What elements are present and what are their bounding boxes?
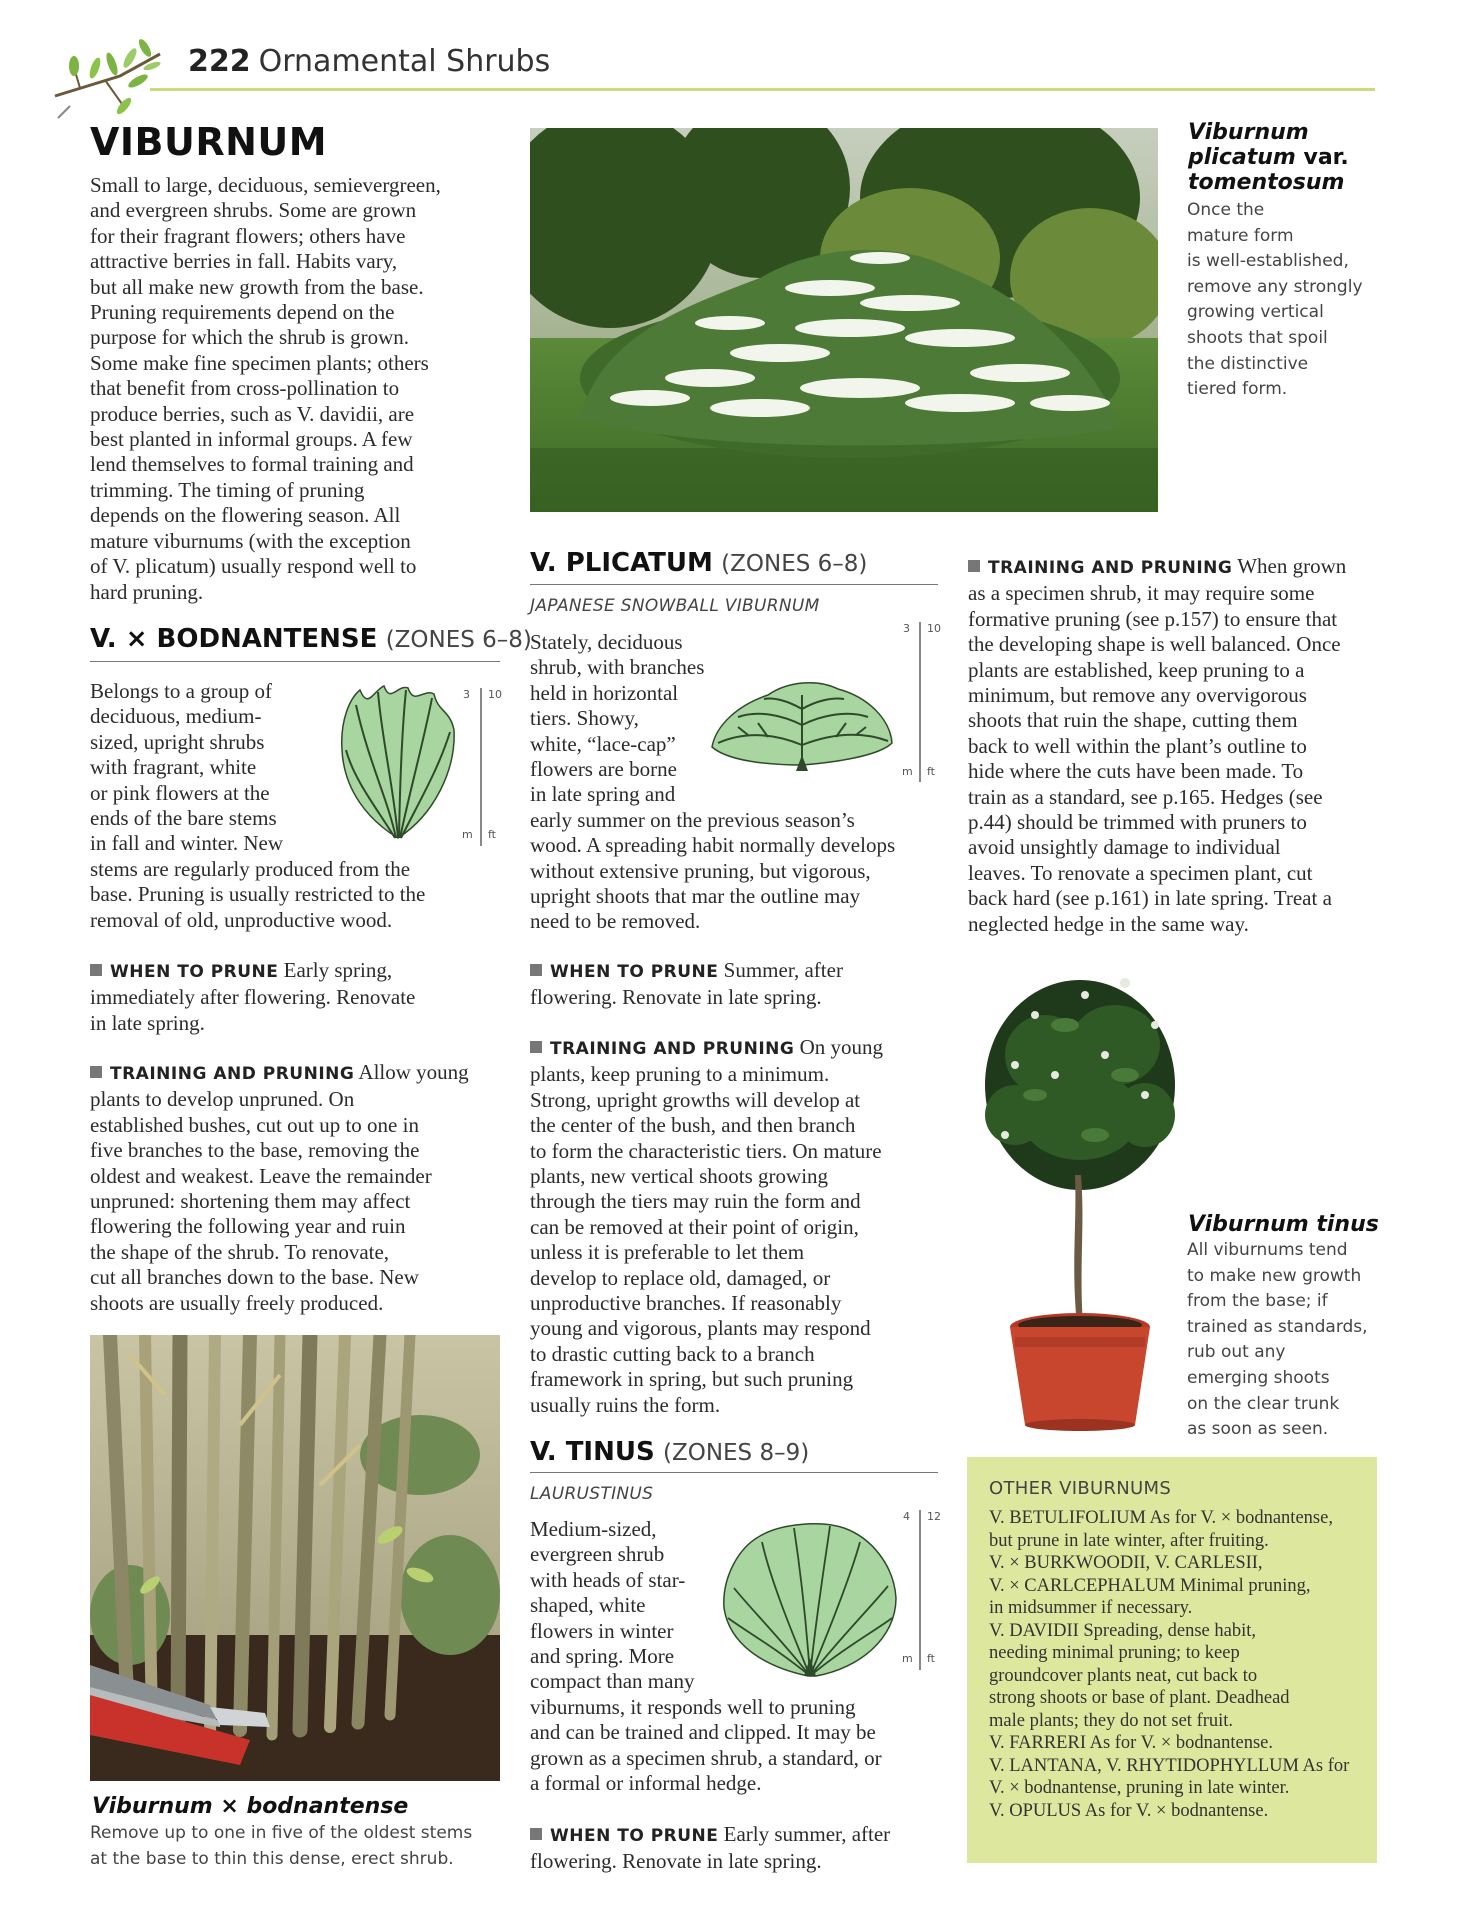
- plicatum-common-name: JAPANESE SNOWBALL VIBURNUM: [530, 596, 820, 616]
- desc-line: Medium-sized,: [530, 1517, 657, 1541]
- other-line: V. OPULUS As for V. × bodnantense.: [989, 1800, 1269, 1821]
- intro-line: purpose for which the shrub is grown.: [90, 325, 410, 350]
- when-line: immediately after flowering. Renovate: [90, 985, 416, 1010]
- training-line: five branches to the base, removing the: [90, 1138, 420, 1163]
- tinus-rule: [530, 1472, 938, 1473]
- desc-line: viburnums, it responds well to pruning: [530, 1694, 856, 1719]
- training-line: plants, new vertical shoots growing: [530, 1164, 829, 1189]
- training-line: can be removed at their point of origin,: [530, 1214, 859, 1239]
- other-line: male plants; they do not set fruit.: [989, 1710, 1234, 1731]
- intro-line: best planted in informal groups. A few: [90, 427, 413, 452]
- bodnantense-photo-caption: [90, 1821, 510, 1872]
- when-line: in late spring.: [90, 1010, 205, 1035]
- intro-line: Small to large, deciduous, semievergreen,: [90, 173, 441, 197]
- tinus-when: [530, 1822, 940, 1875]
- plicatum-name: V. PLICATUM: [530, 548, 713, 578]
- training-line: hide where the cuts have been made. To: [968, 759, 1304, 784]
- intro-line: for their fragrant flowers; others have: [90, 223, 406, 248]
- tinus-name: V. TINUS: [530, 1437, 655, 1467]
- training-line: plants to develop unpruned. On: [90, 1087, 355, 1112]
- bullet-square: [530, 1828, 542, 1840]
- caption-line: from the base; if: [1187, 1291, 1328, 1312]
- other-line: groundcover plants neat, cut back to: [989, 1665, 1258, 1686]
- training-line: plants are established, keep pruning to a: [968, 657, 1305, 682]
- section-title: Ornamental Shrubs: [258, 44, 551, 79]
- bodnantense-scale-ft-label: ft: [488, 828, 496, 841]
- intro-line: and evergreen shrubs. Some are grown: [90, 198, 417, 223]
- bodnantense-when: [90, 958, 500, 1036]
- training-line: the developing shape is well balanced. Once: [968, 632, 1341, 657]
- training-line: as a specimen shrub, it may require some: [968, 581, 1315, 606]
- caption-line: to make new growth: [1187, 1265, 1362, 1286]
- when-label: WHEN TO PRUNE: [110, 962, 279, 982]
- desc-line: upright shoots that mar the outline may: [530, 884, 861, 909]
- page-title: VIBURNUM: [90, 120, 328, 164]
- tinus-photo: [975, 965, 1185, 1435]
- intro-line: that benefit from cross-pollination to: [90, 376, 400, 401]
- desc-line: base. Pruning is usually restricted to the: [90, 882, 426, 907]
- desc-line: flowers are borne: [530, 757, 677, 782]
- when-line: Early summer, after: [723, 1822, 891, 1846]
- tinus-scale-ft: 12: [927, 1510, 941, 1523]
- caption-line: emerging shoots: [1187, 1367, 1330, 1388]
- training-line: develop to replace old, damaged, or: [530, 1265, 831, 1290]
- caption-line: Once the: [1187, 200, 1265, 220]
- desc-line: and can be trained and clipped. It may be: [530, 1720, 876, 1745]
- other-line: V. BETULIFOLIUM As for V. × bodnantense,: [989, 1508, 1333, 1528]
- training-line: leaves. To renovate a specimen plant, cut: [968, 860, 1313, 885]
- training-line: to form the characteristic tiers. On mature: [530, 1138, 882, 1163]
- training-line: the center of the bush, and then branch: [530, 1113, 856, 1138]
- bullet-square: [90, 1066, 102, 1078]
- intro-text: [90, 173, 500, 605]
- bodnantense-name: V. × BODNANTENSE: [90, 624, 378, 654]
- tinus-scale-bar: [919, 1510, 921, 1670]
- training-line: Strong, upright growths will develop at: [530, 1087, 861, 1112]
- caption-line: shoots that spoil: [1187, 327, 1328, 348]
- desc-line: wood. A spreading habit normally develops: [530, 833, 896, 858]
- training-line: back to well within the plant’s outline to: [968, 733, 1307, 758]
- bodnantense-shrub-illustration: [338, 680, 458, 840]
- desc-line: evergreen shrub: [530, 1542, 665, 1567]
- training-line: Allow young: [358, 1060, 469, 1084]
- desc-line: without extensive pruning, but vigorous,: [530, 858, 871, 883]
- when-label: WHEN TO PRUNE: [550, 962, 719, 982]
- desc-line: deciduous, medium-: [90, 704, 262, 729]
- desc-line: Belongs to a group of: [90, 679, 272, 703]
- when-label: WHEN TO PRUNE: [550, 1826, 719, 1846]
- tinus-training: [968, 554, 1380, 937]
- training-line: shoots that ruin the shape, cutting them: [968, 708, 1298, 733]
- bullet-square: [90, 964, 102, 976]
- desc-line: a formal or informal hedge.: [530, 1771, 762, 1796]
- tinus-photo-caption-title: Viburnum tinus: [1188, 1212, 1379, 1237]
- training-line: p.44) should be trimmed with pruners to: [968, 810, 1307, 835]
- plicatum-photo-caption-title: [1188, 120, 1349, 195]
- other-line: strong shoots or base of plant. Deadhead: [989, 1688, 1290, 1708]
- training-label: TRAINING AND PRUNING: [110, 1064, 355, 1084]
- plicatum-rule: [530, 584, 938, 585]
- bodnantense-scale-bar: [480, 688, 482, 846]
- training-line: When grown: [1237, 554, 1347, 578]
- bodnantense-rule: [90, 661, 500, 662]
- desc-line: in late spring and: [530, 782, 676, 807]
- bodnantense-zones: (ZONES 6–8): [385, 627, 532, 653]
- other-line: V. × BURKWOODII, V. CARLESII,: [989, 1553, 1263, 1573]
- training-label: TRAINING AND PRUNING: [988, 558, 1233, 578]
- other-viburnums-list: [989, 1507, 1369, 1822]
- plicatum-scale-ft: 10: [927, 622, 941, 635]
- other-line: V. FARRERI As for V. × bodnantense.: [989, 1733, 1274, 1753]
- intro-line: of V. plicatum) usually respond well to: [90, 554, 417, 579]
- intro-line: depends on the flowering season. All: [90, 503, 401, 528]
- plicatum-shrub-illustration: [708, 675, 896, 775]
- desc-line: white, “lace-cap”: [530, 731, 676, 756]
- caption-line: at the base to thin this dense, erect shrub.: [90, 1848, 454, 1869]
- desc-line: Stately, deciduous: [530, 630, 683, 654]
- training-line: formative pruning (see p.157) to ensure that: [968, 606, 1338, 631]
- caption-title-line: Viburnum: [1188, 120, 1309, 145]
- intro-line: produce berries, such as V. davidii, are: [90, 401, 415, 426]
- training-line: minimum, but remove any overvigorous: [968, 683, 1307, 708]
- when-line: Summer, after: [723, 958, 843, 982]
- other-viburnums-box: [967, 1457, 1377, 1863]
- desc-line: and spring. More: [530, 1644, 675, 1669]
- training-line: unproductive branches. If reasonably: [530, 1291, 842, 1316]
- training-line: train as a standard, see p.165. Hedges (see: [968, 784, 1323, 809]
- training-line: to drastic cutting back to a branch: [530, 1341, 815, 1366]
- bodnantense-heading: [90, 624, 532, 654]
- desc-line: early summer on the previous season’s: [530, 807, 855, 832]
- training-line: unpruned: shortening them may affect: [90, 1189, 411, 1214]
- caption-line: is well-established,: [1187, 251, 1349, 272]
- training-line: neglected hedge in the same way.: [968, 911, 1249, 936]
- bodnantense-training: [90, 1060, 500, 1316]
- intro-line: hard pruning.: [90, 579, 204, 604]
- training-line: plants, keep pruning to a minimum.: [530, 1062, 830, 1087]
- intro-line: but all make new growth from the base.: [90, 274, 424, 299]
- other-line: V. LANTANA, V. RHYTIDOPHYLLUM As for: [989, 1755, 1350, 1776]
- other-line: in midsummer if necessary.: [989, 1598, 1193, 1618]
- other-line: V. DAVIDII Spreading, dense habit,: [989, 1620, 1257, 1641]
- tinus-shrub-illustration: [720, 1518, 900, 1678]
- desc-line: held in horizontal: [530, 680, 679, 705]
- desc-line: flowers in winter: [530, 1618, 674, 1643]
- training-line: On young: [799, 1035, 883, 1059]
- desc-line: with heads of star-: [530, 1567, 686, 1592]
- caption-line: Remove up to one in five of the oldest stems: [90, 1823, 473, 1843]
- desc-line: grown as a specimen shrub, a standard, or: [530, 1745, 882, 1770]
- plicatum-training: [530, 1035, 940, 1418]
- other-line: V. × bodnantense, pruning in late winter.: [989, 1778, 1290, 1798]
- when-line: Early spring,: [283, 958, 393, 982]
- intro-line: attractive berries in fall. Habits vary,: [90, 249, 398, 274]
- training-line: shoots are usually freely produced.: [90, 1290, 384, 1315]
- desc-line: sized, upright shrubs: [90, 729, 265, 754]
- caption-line: the distinctive: [1187, 353, 1309, 374]
- desc-line: stems are regularly produced from the: [90, 856, 411, 881]
- plicatum-scale-bar: [919, 622, 921, 782]
- desc-line: shaped, white: [530, 1593, 646, 1618]
- training-line: framework in spring, but such pruning: [530, 1367, 854, 1392]
- bodnantense-photo: [90, 1335, 500, 1781]
- tinus-common-name: LAURUSTINUS: [530, 1484, 654, 1504]
- desc-line: ends of the bare stems: [90, 806, 277, 831]
- plicatum-heading: [530, 548, 867, 578]
- when-line: flowering. Renovate in late spring.: [530, 1849, 822, 1874]
- caption-line: tiered form.: [1187, 379, 1288, 400]
- caption-line: growing vertical: [1187, 302, 1324, 323]
- tinus-scale-m: 4: [903, 1510, 910, 1523]
- tinus-heading: [530, 1437, 809, 1467]
- bodnantense-photo-caption-title: Viburnum × bodnantense: [92, 1794, 409, 1819]
- training-line: cut all branches down to the base. New: [90, 1265, 419, 1290]
- tinus-photo-caption: [1187, 1238, 1377, 1443]
- intro-line: Pruning requirements depend on the: [90, 300, 395, 325]
- caption-line: remove any strongly: [1187, 276, 1363, 297]
- bodnantense-scale-ft: 10: [488, 688, 502, 701]
- training-line: oldest and weakest. Leave the remainder: [90, 1163, 432, 1188]
- tinus-scale-ft-label: ft: [927, 1652, 935, 1665]
- caption-line: rub out any: [1187, 1342, 1286, 1363]
- other-line: needing minimal pruning; to keep: [989, 1643, 1240, 1663]
- other-line: but prune in late winter, after fruiting.: [989, 1530, 1269, 1551]
- training-line: avoid unsightly damage to individual: [968, 835, 1281, 860]
- desc-line: removal of old, unproductive wood.: [90, 907, 393, 932]
- intro-line: mature viburnums (with the exception: [90, 528, 411, 553]
- intro-line: lend themselves to formal training and: [90, 452, 414, 477]
- plicatum-scale-ft-label: ft: [927, 765, 935, 778]
- training-label: TRAINING AND PRUNING: [550, 1039, 795, 1059]
- desc-line: shrub, with branches: [530, 655, 705, 680]
- caption-title-line: tomentosum: [1188, 170, 1345, 195]
- caption-title-line: plicatum: [1188, 145, 1296, 170]
- bodnantense-scale-m: 3: [463, 688, 470, 701]
- plicatum-scale-m: 3: [903, 622, 910, 635]
- caption-line: trained as standards,: [1187, 1316, 1368, 1337]
- training-line: through the tiers may ruin the form and: [530, 1189, 861, 1214]
- caption-line: as soon as seen.: [1187, 1419, 1329, 1440]
- plicatum-photo-caption: [1187, 198, 1377, 403]
- training-line: the shape of the shrub. To renovate,: [90, 1239, 390, 1264]
- plicatum-photo: [530, 128, 1158, 512]
- caption-title-line: var.: [1303, 145, 1349, 170]
- desc-line: tiers. Showy,: [530, 706, 639, 731]
- desc-line: compact than many: [530, 1669, 695, 1694]
- training-line: unless it is preferable to let them: [530, 1240, 805, 1265]
- plicatum-scale-m-label: m: [902, 765, 913, 778]
- training-line: back hard (see p.161) in late spring. Treat a: [968, 886, 1332, 911]
- caption-line: mature form: [1187, 225, 1294, 246]
- other-viburnums-heading: OTHER VIBURNUMS: [989, 1478, 1172, 1499]
- caption-line: on the clear trunk: [1187, 1393, 1340, 1414]
- plicatum-when: [530, 958, 940, 1011]
- page-number: 222: [188, 44, 251, 79]
- caption-line: All viburnums tend: [1187, 1240, 1348, 1260]
- bullet-square: [968, 560, 980, 572]
- when-line: flowering. Renovate in late spring.: [530, 985, 822, 1010]
- intro-line: trimming. The timing of pruning: [90, 477, 365, 502]
- training-line: flowering the following year and ruin: [90, 1214, 406, 1239]
- intro-line: Some make fine specimen plants; others: [90, 350, 429, 375]
- training-line: young and vigorous, plants may respond: [530, 1316, 871, 1341]
- bullet-square: [530, 964, 542, 976]
- bullet-square: [530, 1041, 542, 1053]
- bodnantense-scale-m-label: m: [462, 828, 473, 841]
- page-header: [188, 44, 550, 79]
- tinus-scale-m-label: m: [902, 1652, 913, 1665]
- desc-line: or pink flowers at the: [90, 780, 270, 805]
- branch-logo-icon: [50, 36, 165, 121]
- other-line: V. × CARLCEPHALUM Minimal pruning,: [989, 1575, 1311, 1596]
- desc-line: with fragrant, white: [90, 755, 257, 780]
- plicatum-zones: (ZONES 6–8): [721, 551, 868, 577]
- training-line: established bushes, cut out up to one in: [90, 1112, 419, 1137]
- desc-line: need to be removed.: [530, 909, 701, 934]
- header-rule: [150, 88, 1375, 91]
- tinus-zones: (ZONES 8–9): [662, 1440, 810, 1466]
- desc-line: in fall and winter. New: [90, 831, 284, 856]
- training-line: usually ruins the form.: [530, 1392, 721, 1417]
